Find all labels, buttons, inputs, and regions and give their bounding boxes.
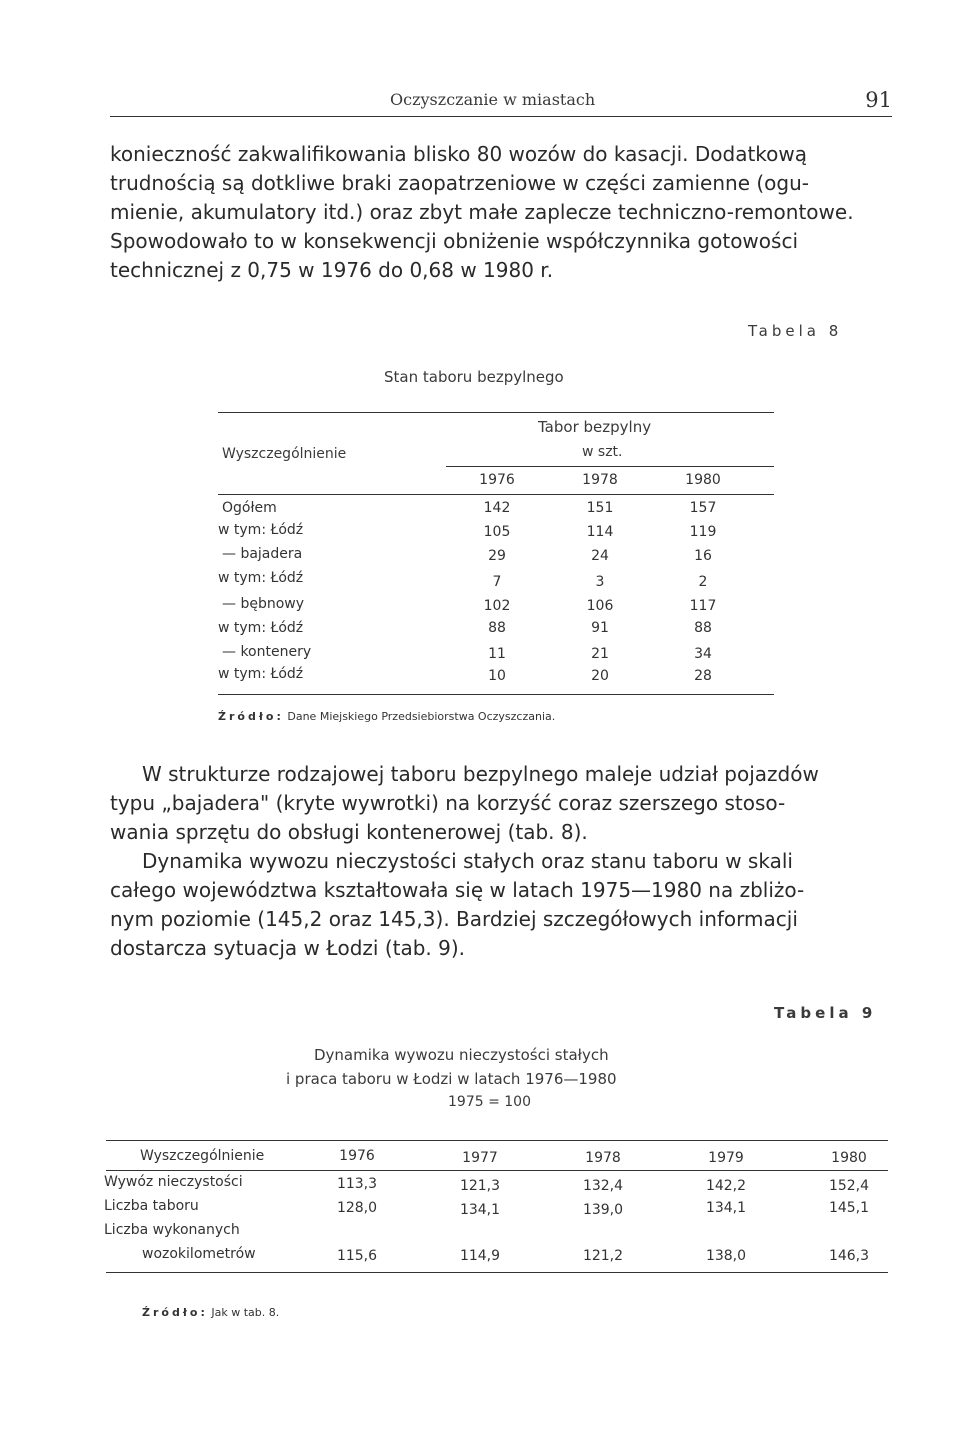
table-8-cell: 11 <box>488 646 506 662</box>
table-8-cell: 114 <box>586 524 614 540</box>
table-9-bottom-rule <box>106 1272 888 1273</box>
table-9-year: 1978 <box>585 1150 621 1166</box>
text-line: dostarcza sytuacja w Łodzi (tab. 9). <box>110 936 466 960</box>
table-8-header-rule <box>218 494 774 495</box>
text-line: trudnością są dotkliwe braki zaopatrzeniowe w części zamienne (ogu- <box>110 171 810 195</box>
table-9-top-rule <box>106 1140 888 1141</box>
text-line: Spowodowało to w konsekwencji obniżenie współczynnika gotowości <box>110 229 798 253</box>
table-8-cell: 106 <box>586 598 614 614</box>
table-8-year: 1976 <box>479 472 515 488</box>
table-8-row-label: Ogółem <box>222 500 277 516</box>
table-9-row-label: Liczba taboru <box>104 1198 199 1214</box>
table-9-row-label: wozokilometrów <box>142 1246 256 1262</box>
table-8-cell: 3 <box>595 574 605 590</box>
table-9-cell: 138,0 <box>705 1248 747 1264</box>
table-8-cell: 119 <box>689 524 717 540</box>
table-8-year: 1980 <box>685 472 721 488</box>
table-8-cell: 7 <box>492 574 502 590</box>
table-8-cell: 2 <box>698 574 708 590</box>
text-line: technicznej z 0,75 w 1976 do 0,68 w 1980 r. <box>110 258 554 282</box>
table-9-cell: 146,3 <box>828 1248 870 1264</box>
table-8-cell: 91 <box>591 620 609 636</box>
table-8-cell: 28 <box>694 668 712 684</box>
source-text: Jak w tab. 8. <box>211 1306 280 1319</box>
table-9-cell: 142,2 <box>705 1178 747 1194</box>
table-9-year: 1977 <box>462 1150 498 1166</box>
table-8-row-label: w tym: Łódź <box>218 620 304 636</box>
table-8-header-unit: w szt. <box>582 444 623 460</box>
table-8-title: Stan taboru bezpylnego <box>384 368 564 386</box>
text-line: konieczność zakwalifikowania blisko 80 wozów do kasacji. Dodatkową <box>110 142 808 166</box>
table-9-row-label: Wywóz nieczystości <box>104 1174 243 1190</box>
table-8-row-label: — kontenery <box>222 644 312 660</box>
table-9-cell: 152,4 <box>828 1178 870 1194</box>
table-9-stub-header: Wyszczególnienie <box>140 1148 265 1164</box>
text-line: mienie, akumulatory itd.) oraz zbyt małe zaplecze techniczno-remontowe. <box>110 200 854 224</box>
table-8-cell: 24 <box>591 548 609 564</box>
table-8-cell: 142 <box>483 500 511 516</box>
table-9-title-line-2: i praca taboru w Łodzi w latach 1976—1980 <box>286 1070 617 1088</box>
table-8-cell: 117 <box>689 598 717 614</box>
table-9-cell: 121,3 <box>459 1178 501 1194</box>
source-text: Dane Miejskiego Przedsiebiorstwa Oczyszczania. <box>287 710 556 723</box>
table-9-title-line-3: 1975 = 100 <box>448 1094 531 1110</box>
source-lead: Źródło: <box>218 710 284 723</box>
table-8-mid-rule <box>446 466 774 467</box>
table-9-label: Tabela 9 <box>774 1004 877 1022</box>
table-9-cell: 128,0 <box>336 1200 378 1216</box>
table-8-cell: 10 <box>488 668 506 684</box>
table-9-cell: 139,0 <box>582 1202 624 1218</box>
table-9-header-rule <box>106 1170 888 1171</box>
table-8-bottom-rule <box>218 694 774 695</box>
table-8-cell: 151 <box>586 500 614 516</box>
running-header <box>110 84 892 117</box>
table-9-cell: 145,1 <box>828 1200 870 1216</box>
table-9-cell: 121,2 <box>582 1248 624 1264</box>
table-8-cell: 88 <box>694 620 712 636</box>
table-8-row-label: w tym: Łódź <box>218 522 304 538</box>
table-8-row-label: w tym: Łódź <box>218 666 304 682</box>
table-9-year: 1980 <box>831 1150 867 1166</box>
source-lead: Źródło: <box>142 1306 208 1319</box>
paragraph-2 <box>110 760 890 963</box>
table-9-cell: 134,1 <box>459 1202 501 1218</box>
text-line: Dynamika wywozu nieczystości stałych oraz stanu taboru w skali <box>142 849 793 873</box>
table-8-cell: 157 <box>689 500 717 516</box>
table-8-year: 1978 <box>582 472 618 488</box>
table-8-label: Tabela 8 <box>748 322 843 340</box>
table-9-title-line-1: Dynamika wywozu nieczystości stałych <box>314 1046 609 1064</box>
table-9-year: 1979 <box>708 1150 744 1166</box>
table-8-row-label: — bajadera <box>222 546 303 562</box>
text-line: całego województwa kształtowała się w latach 1975—1980 na zbliżo- <box>110 878 805 902</box>
table-8-top-rule <box>218 412 774 413</box>
running-title: Oczyszczanie w miastach <box>390 90 596 109</box>
table-9-cell: 115,6 <box>336 1248 378 1264</box>
table-8-cell: 29 <box>488 548 506 564</box>
table-9-row-label: Liczba wykonanych <box>104 1222 240 1238</box>
table-8-stub-header: Wyszczególnienie <box>222 446 347 462</box>
text-line: W strukturze rodzajowej taboru bezpylnego maleje udział pojazdów <box>142 762 819 786</box>
table-8-header-group: Tabor bezpylny <box>538 418 652 436</box>
table-9-source <box>142 1306 279 1319</box>
table-8-cell: 88 <box>488 620 506 636</box>
table-9-cell: 114,9 <box>459 1248 501 1264</box>
table-9-cell: 113,3 <box>336 1176 378 1192</box>
table-9-year: 1976 <box>339 1148 375 1164</box>
table-8-source <box>218 710 555 723</box>
page-number: 91 <box>865 88 892 112</box>
text-line: wania sprzętu do obsługi kontenerowej (tab. 8). <box>110 820 588 844</box>
table-8-cell: 16 <box>694 548 712 564</box>
table-8-row-label: w tym: Łódź <box>218 570 304 586</box>
table-9-cell: 132,4 <box>582 1178 624 1194</box>
table-8-cell: 102 <box>483 598 511 614</box>
paragraph-1 <box>110 140 890 285</box>
table-8-row-label: — bębnowy <box>222 596 305 612</box>
text-line: typu „bajadera" (kryte wywrotki) na korzyść coraz szerszego stoso- <box>110 791 786 815</box>
table-8-cell: 21 <box>591 646 609 662</box>
table-8-cell: 20 <box>591 668 609 684</box>
table-8-cell: 34 <box>694 646 712 662</box>
text-line: nym poziomie (145,2 oraz 145,3). Bardziej szczegółowych informacji <box>110 907 798 931</box>
table-8-cell: 105 <box>483 524 511 540</box>
table-9-cell: 134,1 <box>705 1200 747 1216</box>
